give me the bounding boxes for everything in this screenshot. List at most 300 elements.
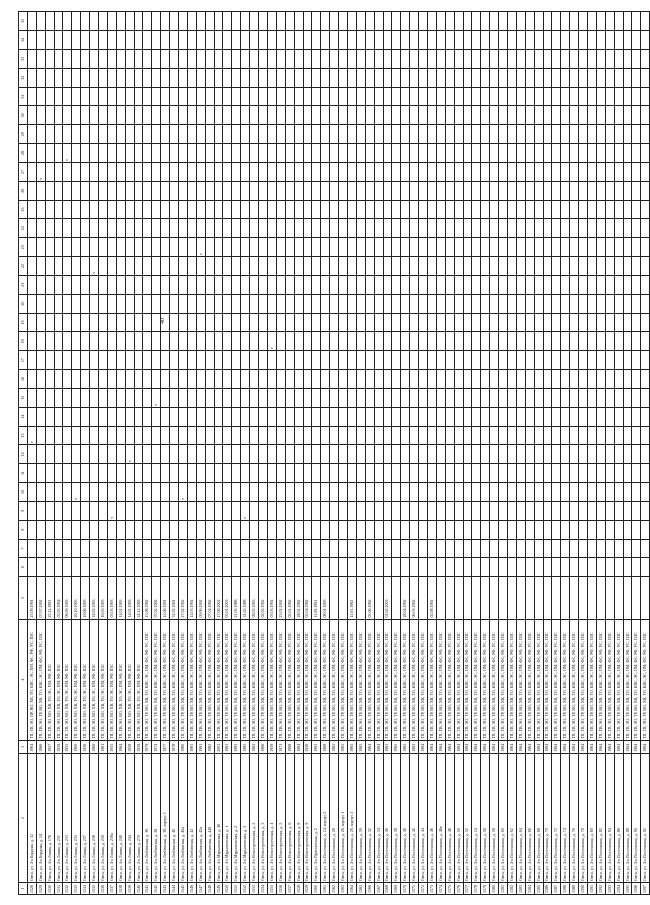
mark-cell	[99, 407, 108, 426]
equipment-cell: ТП, ГВ, ЭО, ТР, ВО, ХВ, ТО, КВС, ЭС, ПМ, ФС, РФ, УС, ПЗС	[401, 619, 410, 740]
equipment-cell: ТП, ГВ, ЭО, ТР, ВО, ХВ, ТО, КВС, ЭС, ПМ, ФС, РФ, УС, ПЗС	[410, 619, 419, 740]
mark-cell	[516, 219, 525, 238]
mark-cell	[36, 313, 45, 332]
year-cell: 1964	[579, 740, 588, 753]
mark-cell	[330, 181, 339, 200]
mark-cell	[490, 87, 499, 106]
mark-cell	[632, 257, 641, 276]
mark-cell	[81, 370, 90, 389]
mark-cell	[63, 407, 72, 426]
mark-cell	[205, 351, 214, 370]
address-cell: Омск, ул. 4-я Поселковая, д. 54	[472, 753, 481, 883]
mark-cell	[303, 144, 312, 163]
mark-cell	[63, 464, 72, 483]
mark-cell	[356, 483, 365, 502]
mark-cell	[347, 332, 356, 351]
mark-cell	[143, 388, 152, 407]
mark-cell	[481, 257, 490, 276]
column-header: 8	[19, 520, 28, 539]
mark-cell	[383, 275, 392, 294]
mark-cell	[534, 483, 543, 502]
mark-cell	[463, 162, 472, 181]
mark-cell	[347, 87, 356, 106]
mark-cell	[99, 351, 108, 370]
row-number: 1540	[134, 883, 143, 895]
mark-cell	[499, 31, 508, 50]
mark-cell	[339, 426, 348, 445]
mark-cell	[125, 200, 134, 219]
mark-cell	[99, 181, 108, 200]
mark-cell	[54, 238, 63, 257]
mark-cell	[436, 12, 445, 31]
mark-cell	[152, 558, 161, 577]
mark-cell	[285, 257, 294, 276]
mark-cell	[187, 275, 196, 294]
mark-cell	[214, 539, 223, 558]
mark-cell	[196, 313, 205, 332]
mark-cell	[276, 125, 285, 144]
mark-cell	[81, 407, 90, 426]
mark-cell	[107, 200, 116, 219]
mark-cell	[259, 426, 268, 445]
mark-cell	[552, 238, 561, 257]
mark-cell	[392, 313, 401, 332]
mark-cell	[241, 539, 250, 558]
mark-cell	[641, 370, 650, 389]
table-row	[54, 12, 63, 895]
mark-cell	[107, 520, 116, 539]
mark-cell	[614, 219, 623, 238]
mark-cell	[312, 12, 321, 31]
date-cell	[516, 577, 525, 619]
mark-cell	[605, 200, 614, 219]
mark-cell	[303, 388, 312, 407]
mark-cell	[552, 520, 561, 539]
mark-cell	[365, 426, 374, 445]
mark-cell	[330, 49, 339, 68]
mark-cell	[72, 351, 81, 370]
mark-cell	[232, 49, 241, 68]
mark-cell	[525, 426, 534, 445]
mark-cell	[525, 445, 534, 464]
mark-cell	[356, 257, 365, 276]
mark-cell	[507, 351, 516, 370]
mark-cell	[410, 200, 419, 219]
mark-cell	[543, 501, 552, 520]
mark-cell	[445, 445, 454, 464]
mark-cell	[472, 558, 481, 577]
mark-cell	[321, 313, 330, 332]
mark-cell	[419, 332, 428, 351]
mark-cell	[276, 257, 285, 276]
mark-cell	[170, 445, 179, 464]
row-number: 1554	[259, 883, 268, 895]
mark-cell	[392, 144, 401, 163]
mark-cell	[72, 407, 81, 426]
year-cell: 1963	[410, 740, 419, 753]
mark-cell	[507, 238, 516, 257]
mark-cell	[427, 87, 436, 106]
mark-cell	[134, 162, 143, 181]
mark-cell	[623, 200, 632, 219]
mark-cell	[232, 87, 241, 106]
mark-cell	[472, 31, 481, 50]
mark-cell	[490, 238, 499, 257]
mark-cell	[205, 539, 214, 558]
column-header: 9	[19, 501, 28, 520]
mark-cell	[196, 12, 205, 31]
mark-cell	[321, 31, 330, 50]
mark-cell	[27, 12, 36, 31]
mark-cell	[436, 332, 445, 351]
mark-cell	[374, 294, 383, 313]
mark-cell	[312, 558, 321, 577]
mark-cell	[143, 238, 152, 257]
mark-cell	[107, 558, 116, 577]
mark-cell	[605, 351, 614, 370]
mark-cell	[99, 558, 108, 577]
mark-cell	[410, 483, 419, 502]
mark-cell	[356, 426, 365, 445]
mark-cell	[427, 200, 436, 219]
table-row	[356, 12, 365, 895]
mark-cell	[490, 49, 499, 68]
address-cell: Омск, ул. 4-я Поселковая, д. 62	[507, 753, 516, 883]
mark-cell	[552, 144, 561, 163]
mark-cell	[72, 68, 81, 87]
mark-cell	[623, 558, 632, 577]
mark-cell	[63, 539, 72, 558]
row-number: 1581	[499, 883, 508, 895]
mark-cell	[365, 520, 374, 539]
year-cell: 2001	[214, 740, 223, 753]
mark-cell	[490, 12, 499, 31]
mark-cell	[196, 294, 205, 313]
mark-cell	[490, 125, 499, 144]
mark-cell	[516, 87, 525, 106]
address-cell: Омск, ул. 4-я Поселковая, д. 80	[588, 753, 597, 883]
date-cell	[454, 577, 463, 619]
mark-cell	[134, 388, 143, 407]
mark-cell	[54, 558, 63, 577]
mark-cell	[516, 388, 525, 407]
address-cell: Омск, ул. 4-я Линия, д. 270	[134, 753, 143, 883]
mark-cell	[383, 388, 392, 407]
mark-cell	[196, 68, 205, 87]
mark-cell	[401, 31, 410, 50]
mark-cell	[72, 275, 81, 294]
mark-cell	[152, 483, 161, 502]
mark-cell	[250, 162, 259, 181]
mark-cell	[54, 87, 63, 106]
mark-cell	[561, 351, 570, 370]
mark-cell	[321, 162, 330, 181]
row-number: 1559	[303, 883, 312, 895]
mark-cell	[356, 388, 365, 407]
mark-cell	[516, 106, 525, 125]
mark-cell	[463, 426, 472, 445]
mark-cell	[588, 49, 597, 68]
mark-cell	[463, 49, 472, 68]
mark-cell	[36, 12, 45, 31]
row-number: 1555	[267, 883, 276, 895]
mark-cell	[294, 162, 303, 181]
mark-cell	[187, 125, 196, 144]
mark-cell	[454, 200, 463, 219]
mark-cell	[81, 275, 90, 294]
mark-cell	[596, 426, 605, 445]
mark-cell	[161, 351, 170, 370]
mark-cell	[632, 483, 641, 502]
mark-cell	[596, 294, 605, 313]
mark-cell	[490, 144, 499, 163]
mark-cell	[303, 162, 312, 181]
mark-cell	[214, 445, 223, 464]
year-cell: 1964	[516, 740, 525, 753]
mark-cell	[490, 426, 499, 445]
row-number: 1582	[507, 883, 516, 895]
mark-cell	[410, 12, 419, 31]
mark-cell	[170, 106, 179, 125]
mark-cell	[632, 106, 641, 125]
table-row	[534, 12, 543, 895]
mark-cell	[339, 106, 348, 125]
mark-cell	[161, 125, 170, 144]
row-number: 1574	[436, 883, 445, 895]
mark-cell	[45, 445, 54, 464]
equipment-cell: ТП, ГВ, ЭО, ТР, ВО, ХВ, ТО, КВС, ЭС, ПМ, ФС, РФ, УС, ПЗС	[347, 619, 356, 740]
mark-cell	[561, 106, 570, 125]
mark-cell	[401, 106, 410, 125]
row-number: 1557	[285, 883, 294, 895]
table-row	[374, 12, 383, 895]
mark-cell	[294, 31, 303, 50]
mark-cell	[392, 181, 401, 200]
mark-cell	[72, 49, 81, 68]
mark-cell	[543, 407, 552, 426]
mark-cell	[507, 388, 516, 407]
mark-cell	[196, 106, 205, 125]
header-row	[19, 12, 28, 895]
mark-cell	[294, 294, 303, 313]
mark-cell	[179, 294, 188, 313]
mark-cell	[276, 49, 285, 68]
mark-cell	[596, 162, 605, 181]
mark-cell	[401, 558, 410, 577]
mark-cell	[232, 125, 241, 144]
mark-cell	[36, 200, 45, 219]
mark-cell	[588, 275, 597, 294]
row-number: 1561	[321, 883, 330, 895]
mark-cell	[196, 483, 205, 502]
mark-cell	[579, 501, 588, 520]
mark-cell	[36, 219, 45, 238]
mark-cell	[116, 12, 125, 31]
date-cell	[507, 577, 516, 619]
mark-cell	[472, 294, 481, 313]
year-cell: 1962	[250, 740, 259, 753]
mark-cell	[507, 125, 516, 144]
mark-cell	[632, 31, 641, 50]
mark-cell	[170, 257, 179, 276]
mark-cell	[579, 49, 588, 68]
mark-cell	[427, 125, 436, 144]
mark-cell	[383, 558, 392, 577]
mark-cell	[116, 445, 125, 464]
date-cell	[641, 577, 650, 619]
mark-cell	[232, 483, 241, 502]
mark-cell	[561, 520, 570, 539]
mark-cell	[294, 238, 303, 257]
mark-cell	[170, 332, 179, 351]
mark-cell	[267, 501, 276, 520]
mark-cell	[605, 181, 614, 200]
mark-cell	[463, 257, 472, 276]
table-row	[383, 12, 392, 895]
mark-cell	[570, 426, 579, 445]
mark-cell	[454, 162, 463, 181]
table-row	[99, 12, 108, 895]
mark-cell	[152, 520, 161, 539]
row-number: 1575	[445, 883, 454, 895]
mark-cell	[623, 49, 632, 68]
mark-cell	[116, 162, 125, 181]
table-row	[116, 12, 125, 895]
mark-cell	[134, 294, 143, 313]
mark-cell	[463, 12, 472, 31]
mark-cell	[499, 558, 508, 577]
mark-cell	[312, 238, 321, 257]
mark-cell	[561, 558, 570, 577]
mark-cell	[374, 388, 383, 407]
equipment-cell: ТП, ГВ, ЭО, ВО, ХВ, ТО, ЭС, ПМ, РФ, ПЗС	[81, 619, 90, 740]
mark-cell	[54, 464, 63, 483]
mark-cell	[374, 407, 383, 426]
mark-cell	[321, 238, 330, 257]
mark-cell	[472, 181, 481, 200]
mark-cell	[161, 181, 170, 200]
mark-cell	[107, 162, 116, 181]
mark-cell	[516, 407, 525, 426]
mark-cell	[303, 238, 312, 257]
mark-cell	[241, 351, 250, 370]
table-row	[45, 12, 54, 895]
mark-cell	[481, 370, 490, 389]
mark-cell	[36, 426, 45, 445]
mark-cell	[250, 407, 259, 426]
mark-cell	[205, 313, 214, 332]
mark-cell	[303, 294, 312, 313]
mark-cell	[632, 87, 641, 106]
mark-cell	[223, 520, 232, 539]
mark-cell	[392, 370, 401, 389]
equipment-cell: ТП, ГВ, ЭО, ТР, ВО, ХВ, ТО, КВС, ЭС, ПМ, ФС, РФ, УС, ПЗС	[436, 619, 445, 740]
mark-cell	[330, 558, 339, 577]
row-number: 1535	[90, 883, 99, 895]
mark-cell	[490, 558, 499, 577]
column-header: 26	[19, 181, 28, 200]
mark-cell	[63, 294, 72, 313]
mark-cell	[383, 219, 392, 238]
table-row	[330, 12, 339, 895]
mark-cell	[623, 351, 632, 370]
mark-cell	[392, 106, 401, 125]
mark-cell	[614, 520, 623, 539]
mark-cell	[356, 87, 365, 106]
address-cell: Омск, ул. 4-я Поселковая, д. 26	[330, 753, 339, 883]
row-number: 1580	[490, 883, 499, 895]
equipment-cell: ТП, ГВ, ЭО, ТР, ВО, ХВ, ТО, КВС, ЭС, ПМ, ФС, РФ, УС, ПЗС	[267, 619, 276, 740]
mark-cell	[90, 558, 99, 577]
mark-cell	[125, 12, 134, 31]
mark-cell	[570, 144, 579, 163]
table-row	[276, 12, 285, 895]
mark-cell	[196, 445, 205, 464]
mark-cell	[152, 49, 161, 68]
table-row	[285, 12, 294, 895]
year-cell: 1968	[285, 740, 294, 753]
mark-cell	[99, 238, 108, 257]
date-cell	[543, 577, 552, 619]
date-cell	[525, 577, 534, 619]
mark-cell	[161, 520, 170, 539]
mark-cell	[588, 539, 597, 558]
mark-cell	[401, 181, 410, 200]
mark-cell	[152, 370, 161, 389]
mark-cell	[579, 539, 588, 558]
date-cell: 11.03.1992	[347, 577, 356, 619]
mark-cell	[196, 31, 205, 50]
mark-cell	[632, 332, 641, 351]
mark-cell	[250, 106, 259, 125]
mark-cell	[125, 370, 134, 389]
mark-cell	[463, 238, 472, 257]
mark-cell	[534, 12, 543, 31]
mark-cell	[232, 445, 241, 464]
mark-cell	[107, 87, 116, 106]
mark-cell: v	[179, 483, 188, 502]
mark-cell	[436, 445, 445, 464]
mark-cell	[347, 200, 356, 219]
year-cell: 1965	[339, 740, 348, 753]
mark-cell	[205, 558, 214, 577]
mark-cell	[81, 12, 90, 31]
mark-cell	[285, 181, 294, 200]
mark-cell	[347, 539, 356, 558]
mark-cell	[232, 370, 241, 389]
mark-cell	[259, 351, 268, 370]
mark-cell	[445, 520, 454, 539]
mark-cell	[552, 12, 561, 31]
date-cell	[490, 577, 499, 619]
mark-cell	[312, 144, 321, 163]
mark-cell	[205, 162, 214, 181]
mark-cell	[507, 313, 516, 332]
mark-cell	[27, 445, 36, 464]
year-cell: 1979	[143, 740, 152, 753]
mark-cell	[614, 106, 623, 125]
date-cell	[445, 577, 454, 619]
mark-cell	[463, 313, 472, 332]
mark-cell	[90, 87, 99, 106]
mark-cell	[365, 407, 374, 426]
mark-cell	[152, 200, 161, 219]
mark-cell	[454, 12, 463, 31]
mark-cell	[490, 388, 499, 407]
address-cell: Омск, ул. 4-я Поселковая, д. 68	[534, 753, 543, 883]
mark-cell	[481, 332, 490, 351]
column-header: 29	[19, 125, 28, 144]
